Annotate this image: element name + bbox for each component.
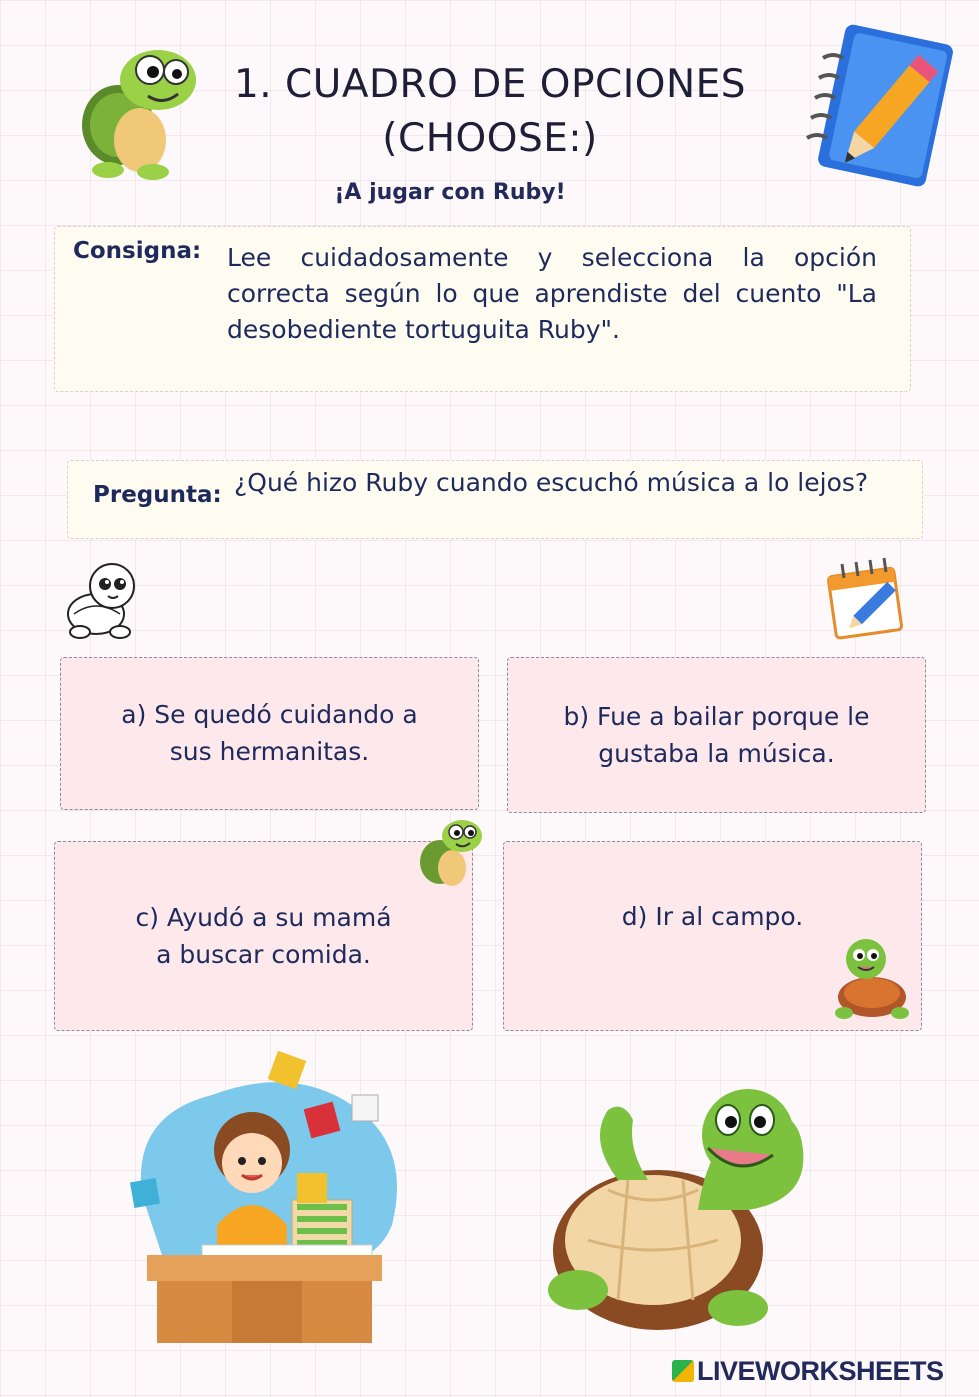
consigna-text: Lee cuidadosamente y selecciona la opción correcta según lo que aprendiste del cuento "La desobediente tortuguita Ruby". xyxy=(227,243,877,344)
option-d-text: d) Ir al campo. xyxy=(621,902,804,931)
consigna-label: Consigna: xyxy=(73,238,202,264)
option-a-text: a) Se quedó cuidando a xyxy=(121,700,418,729)
option-b-text-line2: gustaba la música. xyxy=(598,739,835,768)
option-b[interactable] xyxy=(507,657,926,813)
pregunta-text: ¿Qué hizo Ruby cuando escuchó música a lo lejos? xyxy=(234,468,869,497)
subtitle: ¡A jugar con Ruby! xyxy=(334,180,566,205)
girl-studying-illustration xyxy=(122,1055,422,1350)
turtle-icon xyxy=(78,30,198,180)
turtle-illustration xyxy=(548,1080,813,1335)
option-c[interactable] xyxy=(54,841,473,1031)
pregunta-label: Pregunta: xyxy=(93,482,222,508)
option-c-text-line2: a buscar comida. xyxy=(156,940,371,969)
option-a-text-line2: sus hermanitas. xyxy=(169,737,370,766)
option-a[interactable] xyxy=(60,657,479,810)
calendar-pencil-icon xyxy=(826,558,908,640)
brand-text: LIVEWORKSHEETS xyxy=(697,1356,944,1386)
turtle-shell-icon xyxy=(832,935,912,1023)
option-b-text: b) Fue a bailar porque le xyxy=(563,702,870,731)
option-c-text: c) Ayudó a su mamá xyxy=(135,903,392,932)
liveworksheets-icon xyxy=(672,1360,694,1382)
notebook-pencil-icon xyxy=(805,28,950,188)
small-turtle-icon xyxy=(418,812,482,888)
liveworksheets-logo[interactable] xyxy=(672,1356,944,1387)
turtle-outline-icon xyxy=(62,558,147,640)
page-title: 1. CUADRO DE OPCIONES (CHOOSE:) xyxy=(233,62,747,161)
